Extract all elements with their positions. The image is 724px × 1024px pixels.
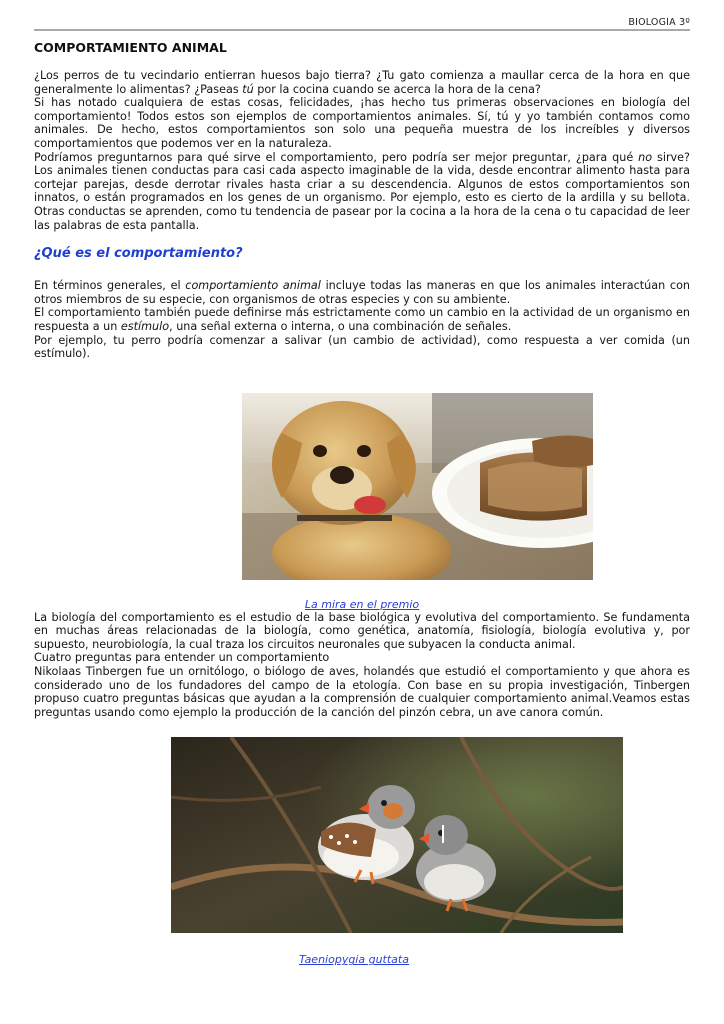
zebra-finch-photo: [171, 737, 623, 933]
definition-paragraph-2: El comportamiento también puede definirse más estrictamente como un cambio en la actividad de un organismo en respuesta a un estímulo, una señal externa o interna, o una combinación de señales.: [34, 306, 690, 333]
dog-photo: [242, 393, 593, 580]
document-content: [34, 40, 690, 966]
zebra-finch-caption[interactable]: Taeniopygia guttata: [299, 953, 409, 967]
definition-paragraph-1: En términos generales, el comportamiento animal incluye todas las maneras en que los animales interactúan con otros miembros de su especie, con organismos de otras especies y con su ambiente.: [34, 279, 691, 306]
four-questions-heading: Cuatro preguntas para entender un comportamiento: [34, 651, 330, 665]
dog-photo-caption[interactable]: La mira en el premio: [304, 597, 420, 611]
page-title: COMPORTAMIENTO ANIMAL: [34, 40, 227, 55]
intro-paragraph-1: ¿Los perros de tu vecindario entierran huesos bajo tierra? ¿Tu gato comienza a maullar cerca de la hora en que generalmente lo alimentas? ¿Paseas tú por la cocina cuando se acerca la hora de la cena?: [34, 69, 690, 96]
header-rule: [34, 29, 690, 31]
intro-paragraph-3: Podríamos preguntarnos para qué sirve el comportamiento, pero podría ser mejor preguntar, ¿para qué no sirve? Los animales tienen conductas para casi cada aspecto imaginable de la vida, desde encontrar alimento hasta para cortejar parejas, desde derrotar rivales hasta criar a su descendencia. Algunos de estos comportamientos son innatos, o están programados en los genes de un organismo. Por ejemplo, esto es cierto de la ardilla y su bellota. Otras conductas se aprenden, como tu tendencia de pasear por la cocina a la hora de la cena o tu capacidad de leer las palabras de esta pantalla.: [34, 150, 690, 232]
page-header-label: BIOLOGIA 3º: [628, 17, 690, 28]
tinbergen-paragraph: Nikolaas Tinbergen fue un ornitólogo, o biólogo de aves, holandés que estudió el comportamiento y que ahora es considerado uno de los fundadores del campo de la etología. Con base en su propia investigación, Tinbergen propuso cuatro preguntas básicas que ayudan a la comprensión de cualquier comportamiento animal.Veamos estas preguntas usando como ejemplo la producción de la canción del pinzón cebra, un ave canora común.: [34, 665, 690, 719]
behavior-biology-paragraph: La biología del comportamiento es el estudio de la base biológica y evolutiva del comportamiento. Se fundamenta en muchas áreas relacionadas de la biología, como genética, anatomía, fisiología, biología evolutiva y, por supuesto, neurobiología, la cual traza los circuitos neuronales que subyacen la conducta animal.: [34, 610, 690, 651]
section-heading: ¿Qué es el comportamiento?: [34, 246, 243, 262]
intro-paragraph-2: Si has notado cualquiera de estas cosas, felicidades, ¡has hecho tus primeras observaciones en biología del comportamiento! Todos estos son ejemplos de comportamientos animales. Sí, tú y yo también contamos como animales. De hecho, estos comportamientos son solo una pequeña muestra de los increíbles y diversos comportamientos que podemos ver en la naturaleza.: [34, 96, 690, 150]
definition-paragraph-3: Por ejemplo, tu perro podría comenzar a salivar (un cambio de actividad), como respuesta a ver comida (un estímulo).: [34, 333, 690, 361]
